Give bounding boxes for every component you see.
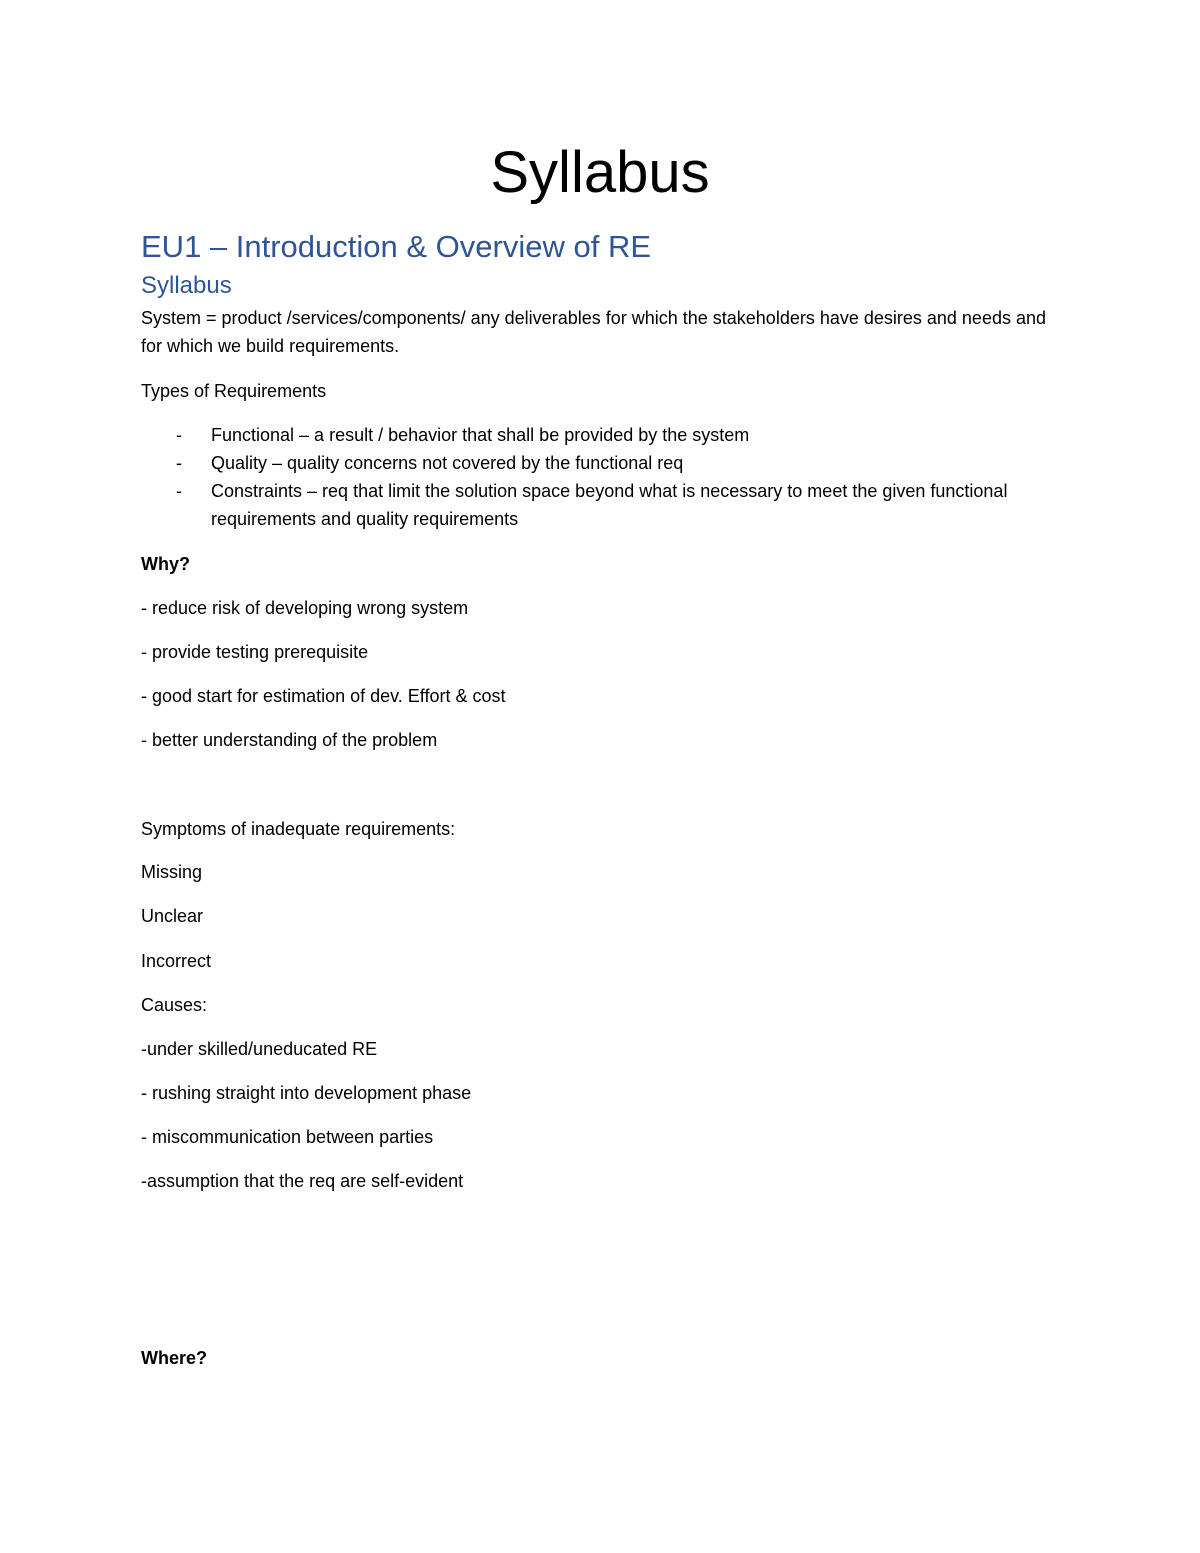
bullet-dash: - bbox=[176, 481, 182, 501]
symptom-item: Unclear bbox=[141, 906, 204, 926]
type-functional: Functional – a result / behavior that shall be provided by the system bbox=[211, 425, 750, 445]
symptoms-heading: Symptoms of inadequate requirements: bbox=[141, 819, 456, 839]
why-heading: Why? bbox=[141, 554, 190, 574]
why-item: - reduce risk of developing wrong system bbox=[141, 598, 469, 618]
document-title: Syllabus bbox=[490, 140, 710, 205]
system-definition: System = product /services/components/ any deliverables for which the stakeholders have desires and needs and for which we build requirements. bbox=[141, 308, 1047, 356]
bullet-dash: - bbox=[176, 453, 182, 473]
why-item: - good start for estimation of dev. Effort & cost bbox=[141, 686, 506, 706]
types-heading: Types of Requirements bbox=[141, 381, 327, 401]
cause-item: -assumption that the req are self-evident bbox=[141, 1171, 464, 1191]
type-constraints: Constraints – req that limit the solution space beyond what is necessary to meet the given functional requirements and quality requirements bbox=[211, 481, 1008, 529]
where-heading: Where? bbox=[141, 1348, 208, 1368]
cause-item: - rushing straight into development phase bbox=[141, 1083, 472, 1103]
heading-eu1: EU1 – Introduction & Overview of RE bbox=[141, 229, 652, 264]
cause-item: - miscommunication between parties bbox=[141, 1127, 434, 1147]
symptom-item: Missing bbox=[141, 862, 203, 882]
symptom-item: Incorrect bbox=[141, 951, 212, 971]
cause-item: -under skilled/uneducated RE bbox=[141, 1039, 378, 1059]
why-item: - better understanding of the problem bbox=[141, 730, 438, 750]
bullet-dash: - bbox=[176, 425, 182, 445]
type-quality: Quality – quality concerns not covered by the functional req bbox=[211, 453, 684, 473]
why-item: - provide testing prerequisite bbox=[141, 642, 369, 662]
causes-heading: Causes: bbox=[141, 995, 208, 1015]
subheading-syllabus: Syllabus bbox=[141, 272, 232, 299]
